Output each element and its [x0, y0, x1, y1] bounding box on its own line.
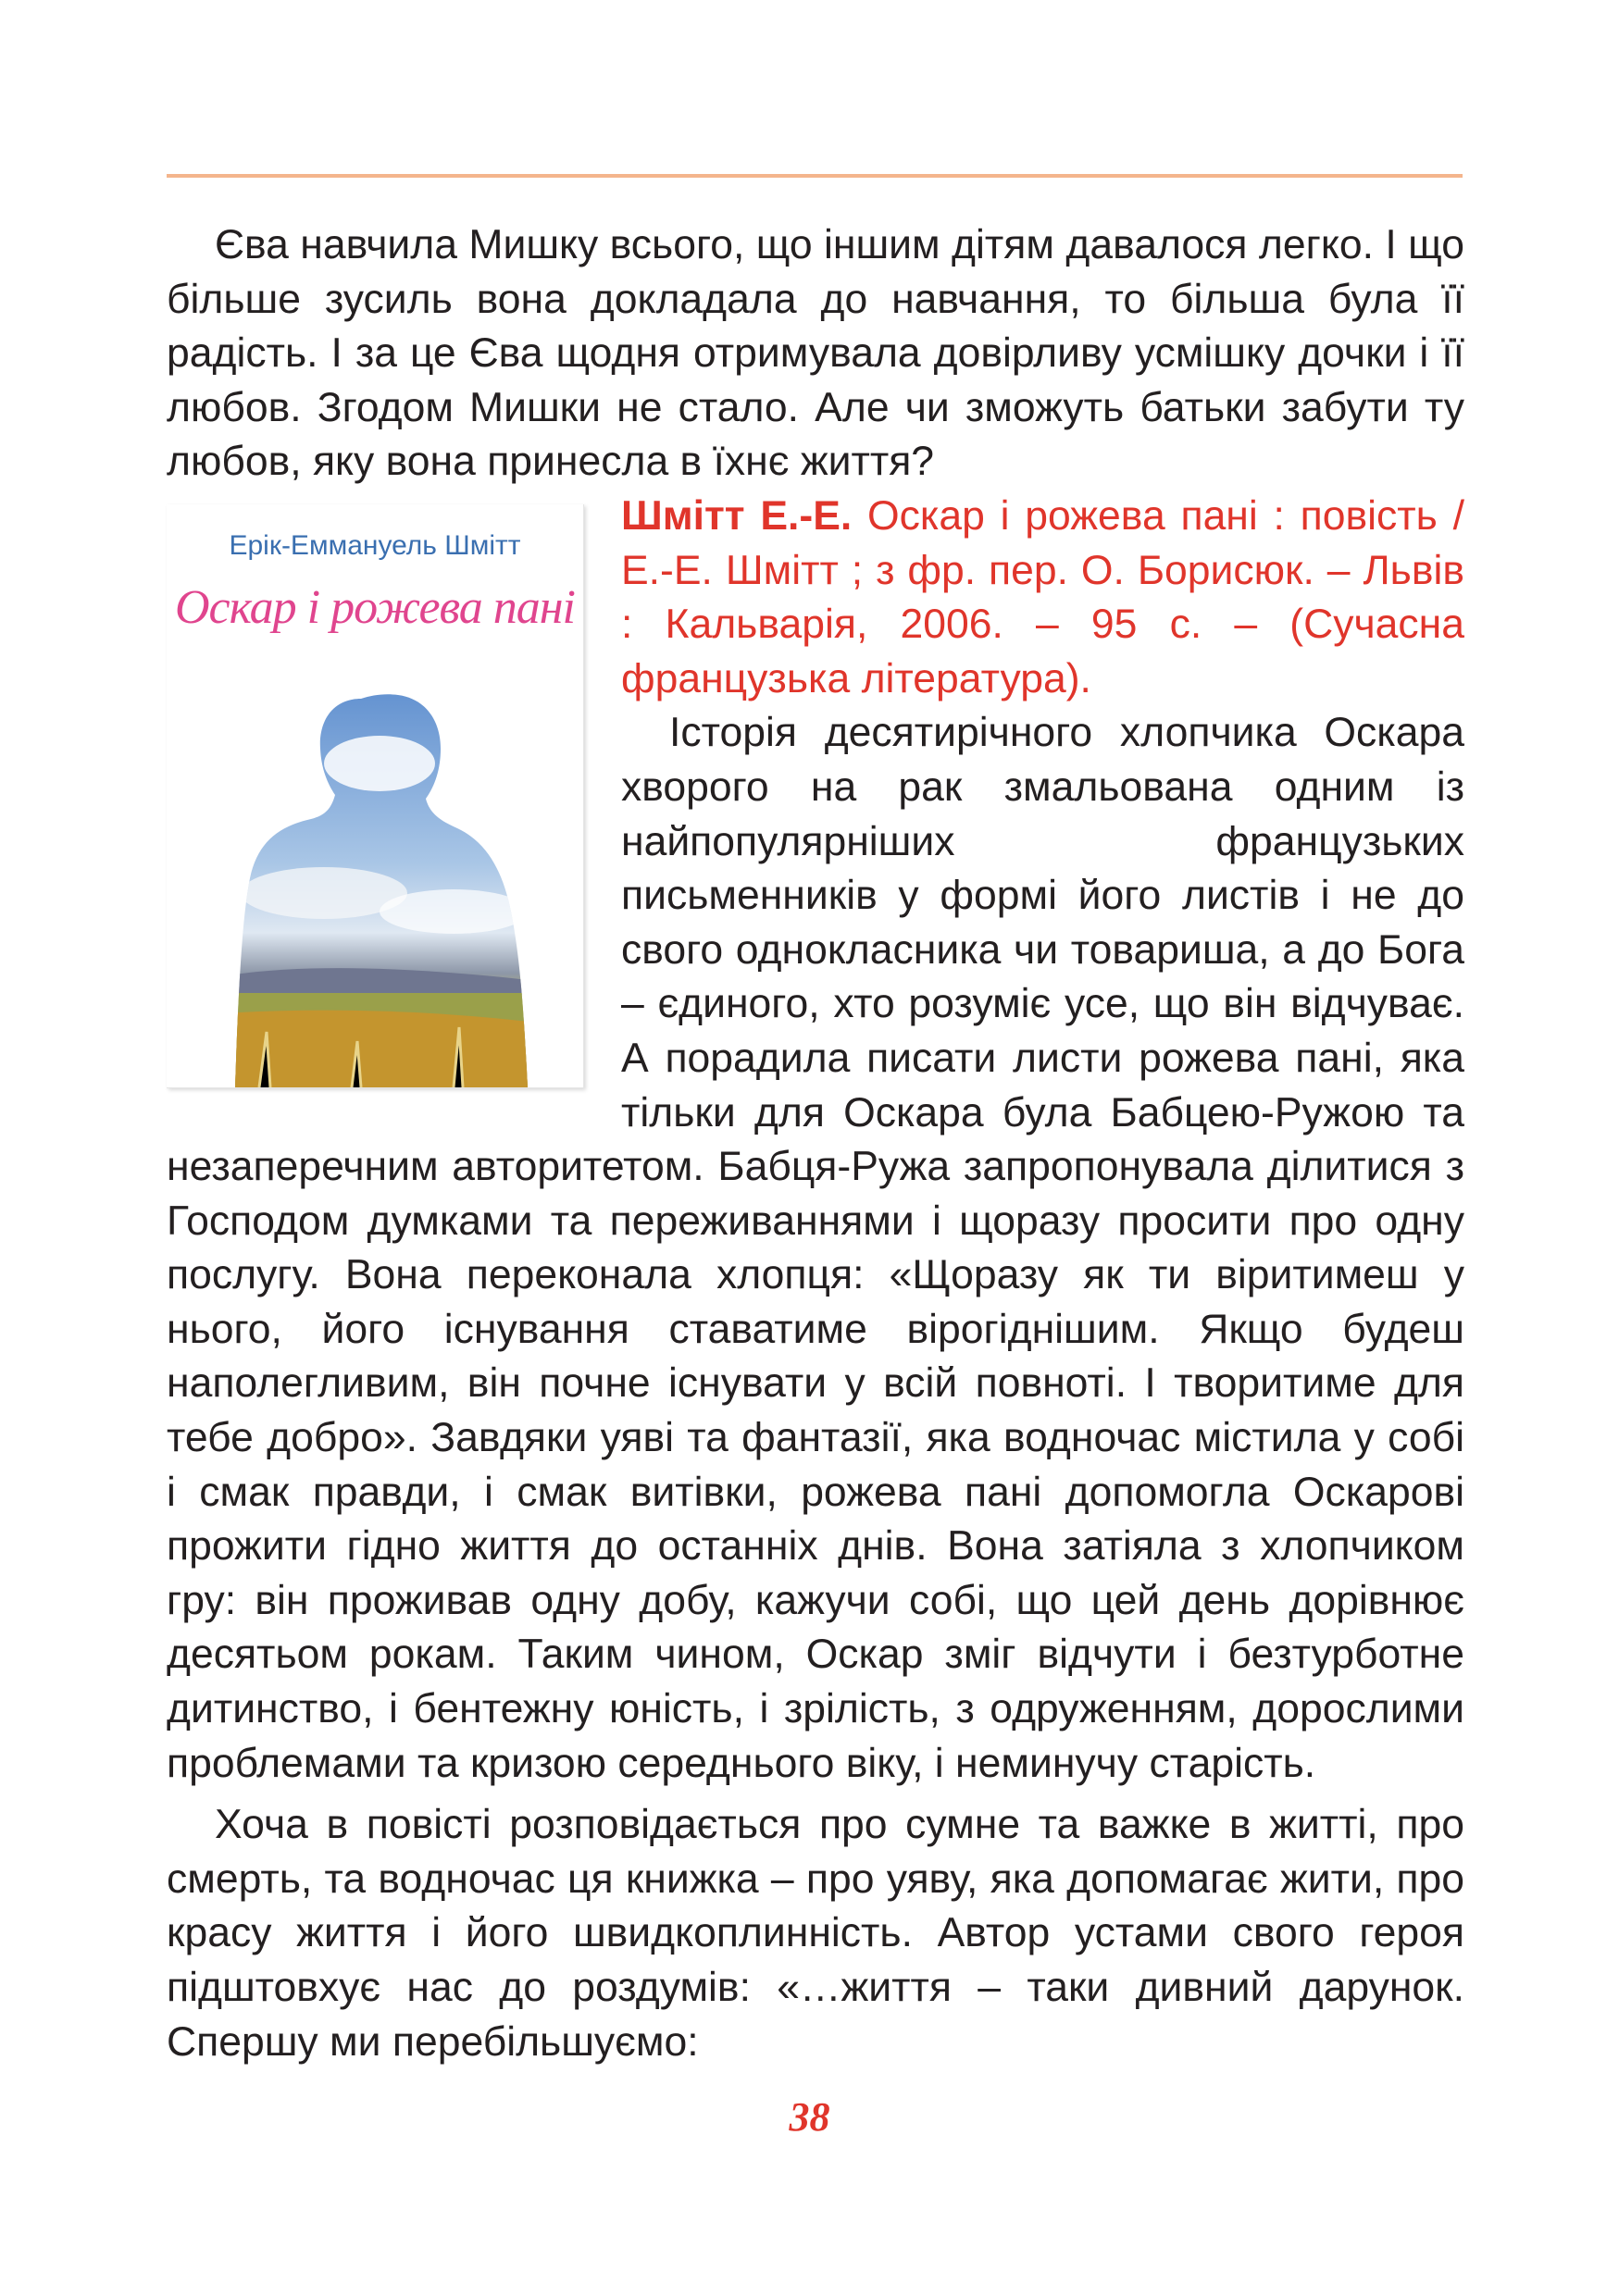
page-number: 38 — [789, 2094, 830, 2140]
top-divider — [167, 174, 1463, 178]
review-paragraph-1: Історія десятирічного хлопчика Оскара хворого на рак змальована одним із найпопулярніших французьких письменників у формі його листів і не до свого однокласника чи товариша, а до Бога – єдиного, хто розуміє усе, що він відчуває. А порадила писати листи рожева пані, яка тільки для Оскара була Бабцею-Ружою та незаперечним авторитетом. Бабця-Ружа запропонувала ділитися з Господом думками та переживаннями і щоразу просити про одну послугу. Вона переконала хлопця: «Щоразу як ти віритимеш у нього, його існування ставатиме вірогіднішим. Якщо будеш наполегливим, він почне існувати у всій повноті. І творитиме для тебе добро». Завдяки уяві та фантазії, яка водночас містила у собі і смак правди, і смак витівки, рожева пані допомогла Оскарові прожити гідно життя до останніх днів. Вона затіяла з хлопчиком гру: він проживав одну добу, кажучи собі, що цей день дорівнює десятьом рокам. Таким чином, Оскар зміг відчути і безтурботне дитинство, і бентежну юність, і зрілість, з одруженням, дорослими проблемами та кризою середнього віку, і неминучу старість. — [167, 710, 1464, 1786]
cover-author: Ерік-Еммануель Шмітт — [229, 529, 521, 561]
boy-silhouette-landscape-image — [222, 680, 537, 1087]
review-paragraph-2: Хоча в повісті розповідається про сумне та важке в житті, про смерть, та водночас ця книжка – про уяву, яка допомагає жити, про красу життя і його швидкоплинність. Автор устами свого героя підштовхує нас до роздумів: «…життя – таки дивний дарунок. Спершу ми перебільшуємо: — [167, 1802, 1464, 2065]
cover-title: Оскар і рожева пані — [174, 580, 576, 634]
bib-details: Оскар і рожева пані : повість / Е.-Е. Шмітт ; з фр. пер. О. Борисюк. – Львів : Кальварія, 2006. – 95 с. – (Сучасна французька література). — [621, 492, 1465, 701]
page-content — [167, 218, 1464, 2069]
intro-paragraph: Єва навчила Мишку всього, що іншим дітям давалося легко. І що більше зусиль вона докладала до навчання, то більша була її радість. І за це Єва щодня отримувала довірливу усмішку дочки і її любов. Згодом Мишки не стало. Але чи зможуть батьки забути ту любов, яку вона принесла в їхнє життя? — [167, 222, 1464, 485]
bib-author: Шмітт Е.-Е. — [621, 492, 853, 539]
book-cover-image — [167, 504, 584, 1088]
